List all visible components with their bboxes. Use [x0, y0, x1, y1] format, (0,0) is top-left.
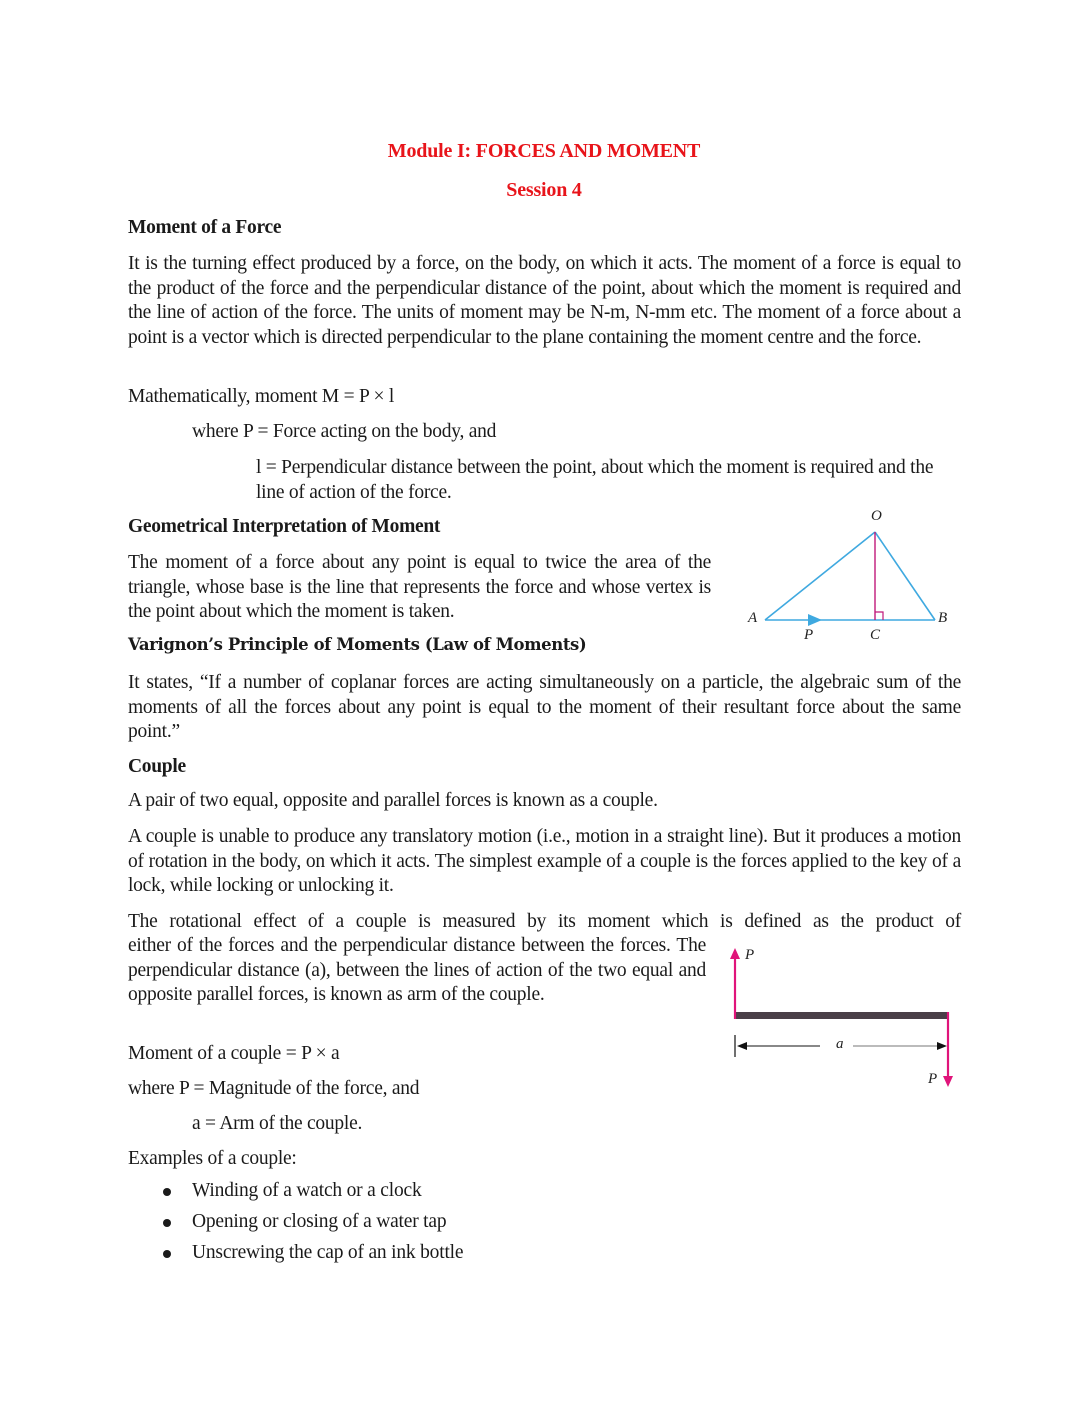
heading-varignon: Varignon’s Principle of Moments (Law of Moments) — [128, 635, 587, 654]
heading-moment-of-force: Moment of a Force — [128, 217, 282, 238]
bullet-icon — [163, 1250, 171, 1258]
couple-figure — [725, 945, 965, 1090]
label-P-top: P — [745, 947, 755, 963]
session-title: Session 4 — [506, 179, 582, 201]
label-C: C — [870, 627, 881, 643]
label-P-bottom: P — [928, 1071, 938, 1087]
label-O: O — [871, 508, 882, 524]
label-a: a — [836, 1036, 844, 1052]
moment-of-force-paragraph: It is the turning effect produced by a force, on the body, on which it acts. The moment of a force is equal to the product of the force and the perpendicular distance of the point, about which the moment is required and the line of action of the force. The units of moment may be N-m, N-mm etc. The moment of a force about a point is a vector which is directed perpendicular to the plane containing the moment centre and the force. — [128, 253, 961, 348]
label-A: A — [748, 610, 758, 626]
example-item: Unscrewing the cap of an ink bottle — [192, 1242, 464, 1263]
heading-geometrical-interpretation: Geometrical Interpretation of Moment — [128, 516, 441, 537]
varignon-paragraph: It states, “If a number of coplanar forces are acting simultaneously on a particle, the algebraic sum of the moments of all the forces about any point is equal to the moment of their resultant force about the same point.” — [128, 672, 961, 742]
where-l-definition: l = Perpendicular distance between the point, about which the moment is required and the line of action of the force. — [256, 457, 934, 503]
label-P: P — [804, 627, 814, 643]
where-p-definition: where P = Force acting on the body, and — [192, 421, 497, 442]
module-title: Module I: FORCES AND MOMENT — [387, 140, 701, 162]
bullet-icon — [163, 1219, 171, 1227]
example-item: Winding of a watch or a clock — [192, 1180, 422, 1201]
triangle-diagram — [740, 505, 970, 645]
label-B: B — [938, 610, 948, 626]
heading-couple: Couple — [128, 756, 186, 777]
couple-definition: A pair of two equal, opposite and parallel forces is known as a couple. — [128, 790, 658, 811]
examples-label: Examples of a couple: — [128, 1148, 297, 1169]
example-item: Opening or closing of a water tap — [192, 1211, 447, 1232]
bullet-icon — [163, 1188, 171, 1196]
couple-paragraph-1: A couple is unable to produce any translatory motion (i.e., motion in a straight line). But it produces a motion of rotation in the body, on which it acts. The simplest example of a couple is the forces applied to the key of a lock, while locking or unlocking it. — [128, 826, 961, 896]
couple-paragraph-2-line-1: The rotational effect of a couple is measured by its moment which is defined as the product of — [128, 911, 961, 932]
geometrical-paragraph: The moment of a force about any point is equal to twice the area of the triangle, whose base is the line that represents the force and whose vertex is the point about which the moment is taken. — [128, 552, 711, 622]
couple-diagram — [725, 945, 965, 1090]
triangle-moment-figure — [740, 505, 970, 645]
couple-where-p: where P = Magnitude of the force, and — [128, 1078, 420, 1099]
couple-formula: Moment of a couple = P × a — [128, 1043, 340, 1064]
moment-formula: Mathematically, moment M = P × l — [128, 386, 395, 407]
couple-where-a: a = Arm of the couple. — [192, 1113, 363, 1134]
couple-paragraph-2-rest: either of the forces and the perpendicular distance between the forces. The perpendicular distance (a), between the lines of action of the two equal and opposite parallel forces, is known as arm of the couple. — [128, 935, 706, 1005]
